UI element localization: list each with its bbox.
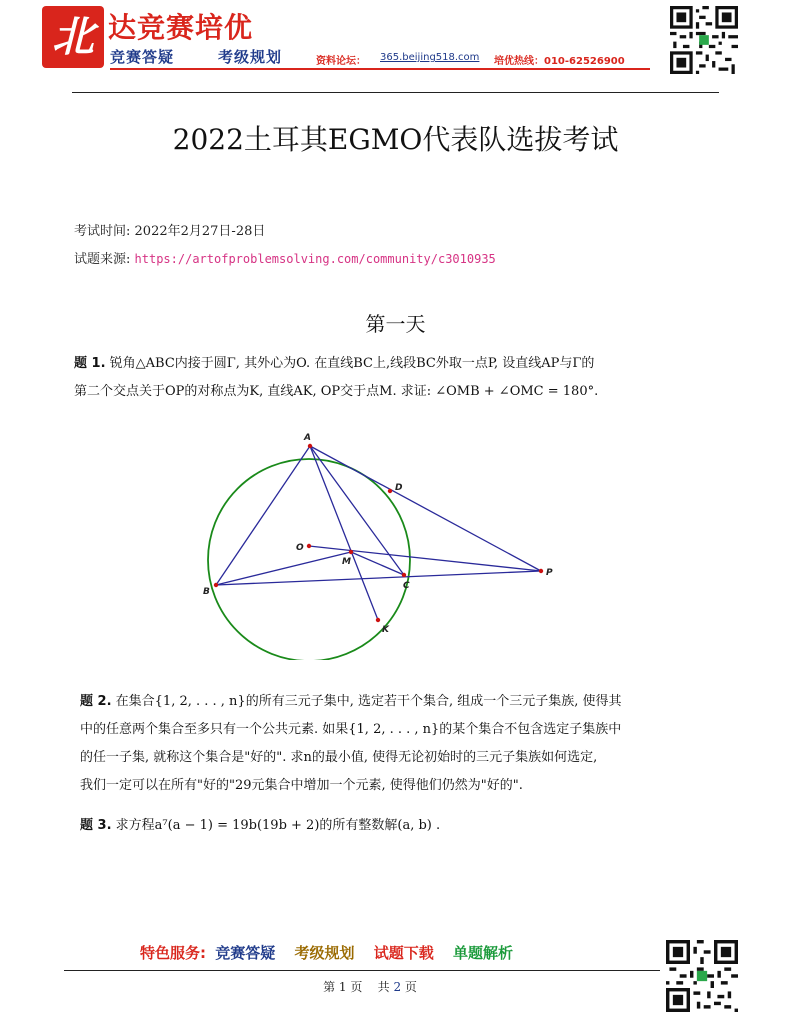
line-ak <box>310 446 378 620</box>
label-p: P <box>546 568 553 578</box>
footer-service-plan[interactable]: 考级规划 <box>294 944 355 962</box>
page-total-prefix: 共 <box>377 980 390 994</box>
logo: 北 <box>42 6 104 68</box>
problem-2 <box>80 688 716 800</box>
label-a: A <box>304 433 311 443</box>
day-title: 第一天 <box>365 312 426 336</box>
problem-2-line-4: 我们一定可以在所有"好的"29元集合中增加一个元素, 使得他们仍然为"好的". <box>80 778 523 793</box>
label-c: C <box>403 581 410 591</box>
geometry-figure <box>200 428 580 660</box>
point-m <box>349 550 353 554</box>
brand-tag-right: 考级规划 <box>218 48 283 66</box>
label-o: O <box>296 543 304 553</box>
exam-time-value: 2022年2月27日-28日 <box>134 224 266 239</box>
page-number <box>0 978 740 995</box>
problem-2-line-3: 的任一子集, 就称这个集合是"好的". 求n的最小值, 使得无论初始时的三元子集族如何选定, <box>80 750 598 765</box>
point-o <box>307 544 311 548</box>
problem-3-label: 题 3. <box>80 818 112 833</box>
problem-1 <box>74 350 716 406</box>
label-k: K <box>382 625 389 635</box>
footer-services <box>140 942 527 963</box>
page-total: 2 <box>393 980 402 994</box>
footer-services-label: 特色服务: <box>140 944 206 962</box>
problem-2-label: 题 2. <box>80 694 112 709</box>
qr-code-icon <box>670 6 738 74</box>
exam-time-label: 考试时间: <box>74 224 131 239</box>
exam-time <box>74 220 265 239</box>
page-title: 2022土耳其EGMO代表队选拔考试 <box>172 123 619 156</box>
brand-tag-left: 竞赛答疑 <box>110 48 175 66</box>
problem-3-text: 求方程a⁷(a − 1) = 19b(19b + 2)的所有整数解(a, b) . <box>115 818 441 833</box>
exam-source <box>74 248 496 267</box>
line-ac <box>310 446 404 575</box>
footer-service-analysis[interactable]: 单题解析 <box>452 944 513 962</box>
point-a <box>308 444 312 448</box>
figure-lines <box>216 446 541 620</box>
problem-2-line-1: 在集合{1, 2, . . . , n}的所有三元子集中, 选定若干个集合, 组成一个三元子集族, 使得其 <box>115 694 622 709</box>
circle-gamma <box>208 459 410 660</box>
brand-name: 达竞赛培优 <box>108 11 254 44</box>
line-ab <box>216 446 310 585</box>
forum-link[interactable]: 365.beijing518.com <box>380 52 480 63</box>
footer-service-download[interactable]: 试题下载 <box>373 944 434 962</box>
point-p <box>539 569 543 573</box>
forum-label: 资料论坛： <box>316 56 366 67</box>
point-d <box>388 489 392 493</box>
point-c <box>402 573 406 577</box>
problem-2-line-2: 中的任意两个集合至多只有一个公共元素. 如果{1, 2, . . . , n}的某个集合不包含选定子集族中 <box>80 722 622 737</box>
header-underline <box>110 68 650 70</box>
point-k <box>376 618 380 622</box>
problem-1-line-1: 锐角△ABC内接于圆Γ, 其外心为O. 在直线BC上,线段BC外取一点P, 设直线AP与Γ的 <box>109 356 595 371</box>
problem-1-label: 题 1. <box>74 356 106 371</box>
problem-3 <box>80 812 722 840</box>
label-d: D <box>395 483 403 493</box>
label-b: B <box>203 587 210 597</box>
geometry-figure-svg <box>200 428 580 660</box>
footer-rule <box>64 970 660 971</box>
label-m: M <box>342 557 351 567</box>
line-ap <box>310 446 541 571</box>
problem-1-line-2: 第二个交点关于OP的对称点为K, 直线AK, OP交于点M. 求证: ∠OMB + ∠OMC = 180°. <box>74 384 599 399</box>
hotline: 培优热线：010-62526900 <box>494 56 625 67</box>
exam-source-label: 试题来源: <box>74 252 131 267</box>
point-b <box>214 583 218 587</box>
footer-service-qa[interactable]: 竞赛答疑 <box>215 944 276 962</box>
page-current: 第 1 页 <box>323 980 363 994</box>
page-total-suffix: 页 <box>404 980 417 994</box>
header-rule <box>72 92 719 93</box>
qr-code-icon-bottom <box>666 940 738 1012</box>
exam-source-link[interactable]: https://artofproblemsolving.com/community/c3010935 <box>134 252 496 266</box>
